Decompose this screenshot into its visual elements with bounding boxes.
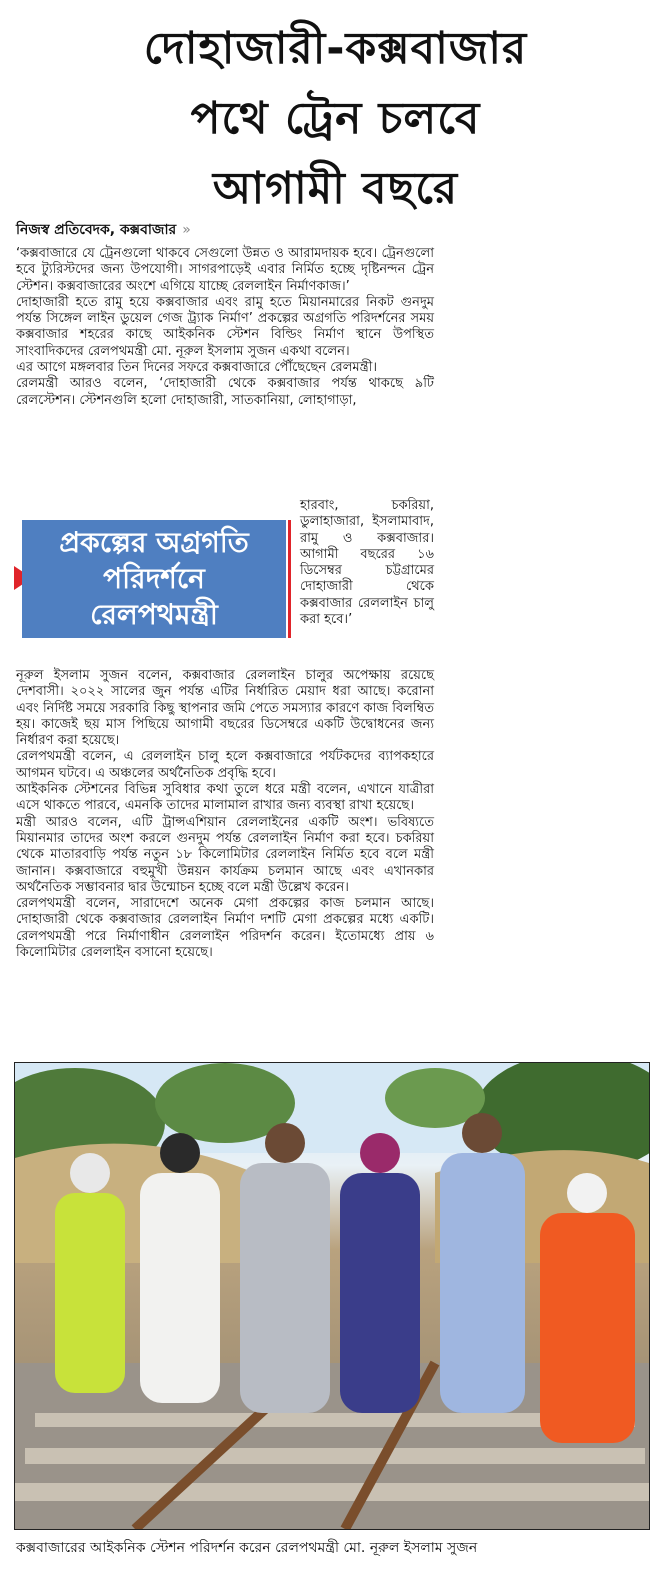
- news-photo: [14, 1062, 650, 1530]
- byline-text: নিজস্ব প্রতিবেদক, কক্সবাজার: [16, 222, 177, 238]
- paragraph: এর আগে মঙ্গলবার তিন দিনের সফরে কক্সবাজারে পৌঁছেছেন রেলমন্ত্রী।: [16, 360, 378, 376]
- photo-illustration: [15, 1063, 649, 1529]
- paragraph: নূরুল ইসলাম সুজন বলেন, কক্সবাজার রেললাইন চালুর অপেক্ষায় রয়েছে দেশবাসী। ২০২২ সালের জুন পর্যন্ত এটির নির্ধারিত মেয়াদ ধরা আছে। করোনা এবং নির্দিষ্ট সময়ে সরকারি কিছু স্থাপনার জমি পেতে সমস্যার কারণে কাজ বিলম্বিত হয়। কাজেই ছয় মাস পিছিয়ে আগামী বছরের ডিসেম্বরে একটি উদ্বোধনের জন্য নির্ধারণ করা হয়েছে।: [16, 668, 434, 749]
- paragraph: রেলপথমন্ত্রী বলেন, এ রেললাইন চালু হলে কক্সবাজারে পর্যটকদের ব্যাপকহারে আগমন ঘটবে। এ অঞ্চলের অর্থনৈতিক প্রবৃদ্ধি হবে।: [16, 749, 434, 781]
- pull-quote-divider: [288, 520, 291, 638]
- paragraph: রেলমন্ত্রী আরও বলেন, ‘দোহাজারী থেকে কক্সবাজার পর্যন্ত থাকছে ৯টি রেলস্টেশন। স্টেশনগুলি হলো দোহাজারী, সাতকানিয়া, লোহাগাড়া,: [16, 376, 434, 408]
- pull-quote-line-1: প্রকল্পের অগ্রগতি: [59, 526, 249, 559]
- headline: [0, 14, 671, 224]
- paragraph: রেলপথমন্ত্রী বলেন, সারাদেশে অনেক মেগা প্রকল্পের কাজ চলমান আছে। দোহাজারী থেকে কক্সবাজার রেললাইন নির্মাণ দশটি মেগা প্রকল্পের মধ্যে একটি। রেলপথমন্ত্রী পরে নির্মাণাধীন রেললাইন পরিদর্শন করেন। ইতোমধ্যে প্রায় ৬ কিলোমিটার রেললাইন বসানো হয়েছে।: [16, 896, 434, 961]
- article-body-top: [16, 246, 434, 409]
- article-side-column: [300, 498, 434, 628]
- pull-quote-line-2: পরিদর্শনে: [103, 562, 205, 595]
- double-chevron-right-icon: »: [182, 222, 191, 238]
- pull-quote: [22, 520, 286, 638]
- paragraph: মন্ত্রী আরও বলেন, এটি ট্রান্সএশিয়ান রেললাইনের একটি অংশ। ভবিষ্যতে মিয়ানমার তাদের অংশ করলে গুনদুম পর্যন্ত রেললাইন নির্মাণ করা হবে। চকরিয়া থেকে মাতারবাড়ি পর্যন্ত নতুন ১৮ কিলোমিটার রেললাইন নির্মিত হবে বলে মন্ত্রী জানান। কক্সবাজারে বহুমুখী উন্নয়ন কার্যক্রম চলমান আছে এবং এখানকার অর্থনৈতিক সম্ভাবনার দ্বার উন্মোচন হচ্ছে বলে মন্ত্রী উল্লেখ করেন।: [16, 814, 434, 895]
- pull-quote-line-3: রেলপথমন্ত্রী: [90, 598, 218, 631]
- paragraph: ‘কক্সবাজারে যে ট্রেনগুলো থাকবে সেগুলো উন্নত ও আরামদায়ক হবে। ট্রেনগুলো হবে ট্যুরিস্টদের জন্য উপযোগী। সাগরপাড়েই এবার নির্মিত হচ্ছে দৃষ্টিনন্দন ট্রেন স্টেশন। কক্সবাজারের অংশে এগিয়ে যাচ্ছে রেললাইন নির্মাণকাজ।’: [16, 246, 434, 294]
- headline-line-3: আগামী বছরে: [212, 163, 459, 214]
- paragraph: হারবাং, চকরিয়া, ডুলাহাজারা, ইসলামাবাদ, রামু ও কক্সবাজার। আগামী বছরের ১৬ ডিসেম্বর চট্টগ্রামের দোহাজারী থেকে কক্সবাজার রেললাইন চালু করা হবে।’: [300, 498, 434, 628]
- headline-line-2: পথে ট্রেন চলবে: [190, 93, 481, 144]
- byline: [16, 218, 191, 242]
- paragraph: দোহাজারী হতে রামু হয়ে কক্সবাজার এবং রামু হতে মিয়ানমারের নিকট গুনদুম পর্যন্ত সিঙ্গেল লাইন ডুয়েল গেজ ট্র্যাক নির্মাণ’ প্রকল্পের অগ্রগতি পরিদর্শনের সময় কক্সবাজার শহরের কাছে আইকনিক স্টেশন বিল্ডিং নির্মাণ স্থানে উপস্থিত সাংবাদিকদের রেলপথমন্ত্রী মো. নূরুল ইসলাম সুজন একথা বলেন।: [16, 294, 434, 359]
- photo-caption: কক্সবাজারের আইকনিক স্টেশন পরিদর্শন করেন রেলপথমন্ত্রী মো. নূরুল ইসলাম সুজন: [16, 1540, 478, 1556]
- paragraph: আইকনিক স্টেশনের বিভিন্ন সুবিধার কথা তুলে ধরে মন্ত্রী বলেন, এখানে যাত্রীরা এসে থাকতে পারবে, এমনকি তাদের মালামাল রাখার জন্য ব্যবস্থা রাখা হয়েছে।: [16, 782, 434, 814]
- headline-line-1: দোহাজারী-কক্সবাজার: [143, 23, 528, 74]
- article-body-bottom: [16, 668, 434, 961]
